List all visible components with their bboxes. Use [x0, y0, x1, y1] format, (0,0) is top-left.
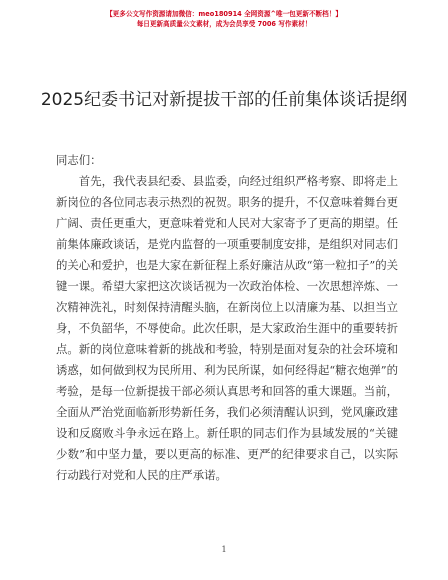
page-number: 1 — [221, 545, 227, 554]
document-title: 2025纪委书记对新提拔干部的任前集体谈话提纲 — [40, 90, 408, 110]
greeting: 同志们： — [56, 153, 102, 167]
document-body — [56, 150, 398, 486]
promo-line-1: 【更多公文写作资源请加微信：meo180914 全网资源^唯一包更新不断档！】 — [106, 10, 342, 18]
body-paragraph: 首先，我代表县纪委、县监委，向经过组织严格考察、即将走上新岗位的各位同志表示热烈的祝贺。职务的提升，不仅意味着舞台更广阔、责任更重大，更意味着党和人民对大家寄予了更高的期望。任前集体廉政谈话，是党内监督的一项重要制度安排，是组织对同志们的关心和爱护，也是大家在新征程上系好廉洁从政“第一粒扣子”的关键一课。希望大家把这次谈话视为一次政治体检、一次思想淬炼、一次精神洗礼，时刻保持清醒头脑，在新岗位上以清廉为基、以担当立身，不负韶华，不辱使命。此次任职，是大家政治生涯中的重要转折点。新的岗位意味着新的挑战和考验，特别是面对复杂的社会环境和诱惑，如何做到权为民所用、利为民所谋，如何经得起“糖衣炮弹”的考验，是每一位新提拔干部必须认真思考和回答的重大课题。当前，全面从严治党面临新形势新任务，我们必须清醒认识到，党风廉政建设和反腐败斗争永远在路上。新任职的同志们作为县域发展的“关键少数”和中坚力量，要以更高的标准、更严的纪律要求自己，以实际行动践行对党和人民的庄严承诺。 — [56, 174, 398, 482]
promo-line-2: 每日更新高质量公文素材，成为会员享受 7006 写作素材！ — [136, 20, 312, 28]
promo-banner — [0, 9, 448, 29]
